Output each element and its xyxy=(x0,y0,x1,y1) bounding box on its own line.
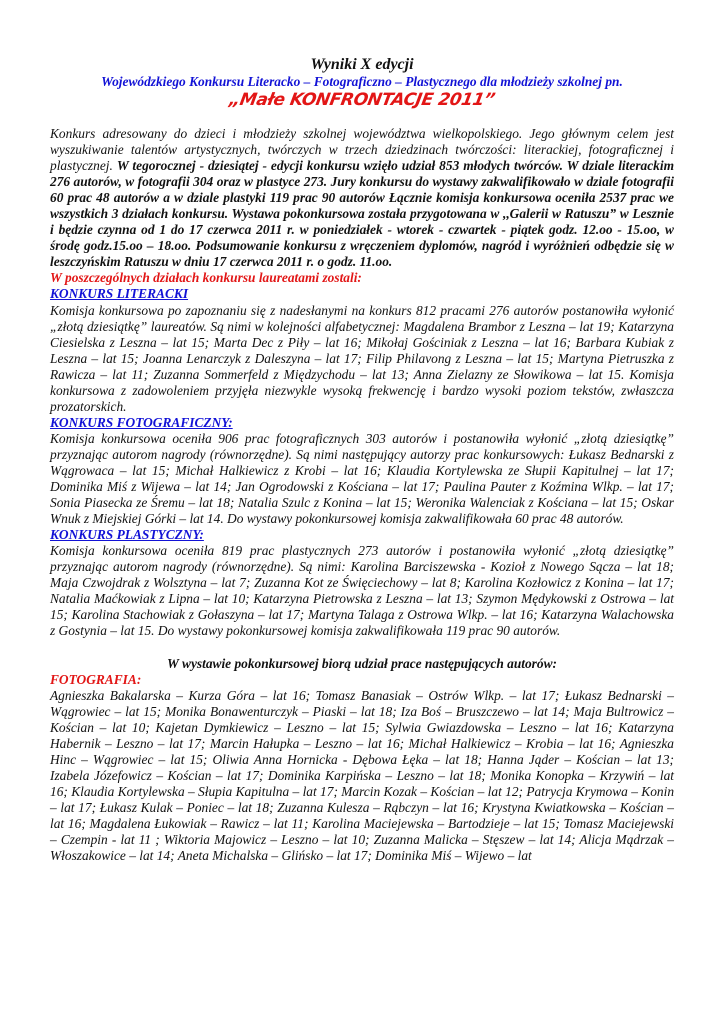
intro-plain-text: Konkurs adresowany do dzieci i młodzieży szkolnej województwa wielkopolskiego. Jego głównym celem jest wyszukiwanie talentów artystycznych, twórczych w trzech dziedzinach twórczości: literackiej, fotograficznej i plastycznej. xyxy=(50,126,674,174)
contest-brand-logo: „Małe KONFRONTACJE 2011” xyxy=(227,90,497,110)
section-text-literacki: Komisja konkursowa po zapoznaniu się z nadesłanymi na konkurs 812 pracami 276 autorów postanowiła wyłonić „złotą dziesiątkę” laureatów. Są nimi w kolejności alfabetycznej: Magdalena Brambor z Leszna – lat 19; Katarzyna Ciesielska z Leszna – lat 15; Marta Dec z Piły – lat 16; Mikołaj Gościniak z Leszna – lat 16; Barbara Kubiak z Leszna – lat 15; Joanna Lenarczyk z Daleszyna – lat 17; Filip Philavong z Leszna – lat 15; Martyna Pietruszka z Rawicza – lat 11; Zuzanna Sommerfeld z Międzychodu – lat 13; Anna Zielazny ze Słowikowa – lat 15. Komisja konkursowa z zadowoleniem przyjęła niezwykle wysoką frekwencję i bardzo wysoki poziom tekstów, zwłaszcza prozatorskich. xyxy=(50,302,674,414)
section-heading-fotograficzny: KONKURS FOTOGRAFICZNY: xyxy=(50,414,233,430)
fotografia-heading: FOTOGRAFIA: xyxy=(50,671,142,687)
document-page xyxy=(50,55,674,864)
laureates-heading: W poszczególnych działach konkursu laureatami zostali: xyxy=(50,270,362,286)
section-heading-plastyczny: KONKURS PLASTYCZNY: xyxy=(50,527,204,543)
intro-paragraph xyxy=(50,126,674,270)
fotografia-authors-list: Agnieszka Bakalarska – Kurza Góra – lat 16; Tomasz Banasiak – Ostrów Wlkp. – lat 17; Łukasz Bednarski – Wągrowiec – lat 15; Monika Bonawenturczyk – Piaski – lat 18; Iza Boś – Bruszczewo – lat 14; Maja Bultrowicz – Kościan – lat 10; Kajetan Dymkiewicz – Leszno – lat 15; Sylwia Gwiazdowska – Leszno – lat 16; Katarzyna Habernik – Leszno – lat 17; Marcin Hałupka – Leszno – lat 16; Michał Halkiewicz – Krobia – lat 16; Agnieszka Hinc – Wągrowiec – lat 15; Oliwia Anna Hornicka - Dębowa Łęka – lat 18; Hanna Jąder – Kościan – lat 13; Izabela Józefowicz – Kościan – lat 17; Dominika Karpińska – Leszno – lat 18; Monika Konopka – Krzywiń – lat 16; Klaudia Kortylewska – Słupia Kapitulna – lat 17; Marcin Kozak – Kościan – lat 12; Patrycja Krymowa – Konin – lat 17; Łukasz Kulak – Poniec – lat 18; Zuzanna Kulesza – Rąbczyn – lat 16; Krystyna Kwiatkowska – Kościan – lat 16; Magdalena Łukowiak – Rawicz – lat 11; Karolina Maciejewska – Bartodzieje – lat 15; Tomasz Maciejewski – Czempin - lat 11 ; Wiktoria Majowicz – Leszno – lat 10; Zuzanna Malicka – Stęszew – lat 14; Alicja Mądrzak – Włoszakowice – lat 14; Aneta Michalska – Glińsko – lat 17; Dominika Miś – Wijewo – lat xyxy=(50,687,675,864)
spacer xyxy=(50,640,674,656)
intro-bold-text: W tegorocznej - dziesiątej - edycji konkursu wzięło udział 853 młodych twórców. W dziale literackim 276 autorów, w fotografii 304 oraz w plastyce 273. Jury konkursu do wystawy zakwalifikowało w dziale fotografii 60 prac 48 autorów a w dziale plastyki 119 prac 90 autorów Łącznie komisja konkursowa oceniła 2537 prac we wszystkich 3 działach konkursu. Wystawa pokonkursowa została przygotowana w ,,Galerii w Ratuszu” w Lesznie i będzie czynna od 1 do 17 czerwca 2011 r. w poniedziałek - wtorek - czwartek - piątek godz. 12.oo - 15.oo, w środę godz.15.oo – 18.oo. Podsumowanie konkursu z wręczeniem dyplomów, nagród i wyróżnień odbędzie się w leszczyńskim Ratuszu w dniu 17 czerwca 2011 r. o godz. 11.oo. xyxy=(50,158,674,270)
document-title: Wyniki X edycji xyxy=(310,56,414,73)
spacer xyxy=(50,110,674,126)
section-text-plastyczny: Komisja konkursowa oceniła 819 prac plastycznych 273 autorów i postanowiła wyłonić „złotą dziesiątkę” przyznając autorom nagrody (równorzędne). Są nimi: Karolina Barciszewska - Kozioł z Nowego Sącza – lat 18; Maja Czwojdrak z Wolsztyna – lat 7; Zuzanna Kot ze Święciechowy – lat 8; Karolina Kozłowicz z Konina – lat 17; Natalia Maćkowiak z Lipna – lat 10; Katarzyna Pietrowska z Leszna – lat 13; Szymon Mędykowski z Ostrowa – lat 15; Karolina Stachowiak z Gołaszyna – lat 17; Martyna Talaga z Ostrowa Wlkp. – lat 16; Katarzyna Walachowska z Gostynia – lat 15. Do wystawy pokonkursowej komisja zakwalifikowała 119 prac 90 autorów. xyxy=(50,543,674,639)
section-heading-literacki: KONKURS LITERACKI xyxy=(50,286,189,302)
exhibition-heading: W wystawie pokonkursowej biorą udział prace następujących autorów: xyxy=(167,655,557,671)
document-subtitle: Wojewódzkiego Konkursu Literacko – Fotograficzno – Plastycznego dla młodzieży szkolnej pn. xyxy=(101,74,623,89)
section-text-fotograficzny: Komisja konkursowa oceniła 906 prac fotograficznych 303 autorów i postanowiła wyłonić „złotą dziesiątkę” przyznając autorom nagrody (równorzędne). Są nimi następujący autorzy prac konkursowych: Łukasz Bednarski z Wągrowaca – lat 15; Michał Halkiewicz z Krobi – lat 16; Klaudia Kortylewska ze Słupii Kapitulnej – lat 17; Dominika Miś z Wijewa – lat 14; Jan Ogrodowski z Kościana – lat 17; Paulina Pauter z Koźmina Wlkp. – lat 17; Sonia Piasecka ze Śremu – lat 18; Natalia Szulc z Konina – lat 15; Weronika Walenciak z Kościana – lat 15; Oskar Wnuk z Miejskiej Górki – lat 14. Do wystawy pokonkursowej komisja zakwalifikowała 60 prac 48 autorów. xyxy=(50,430,674,527)
